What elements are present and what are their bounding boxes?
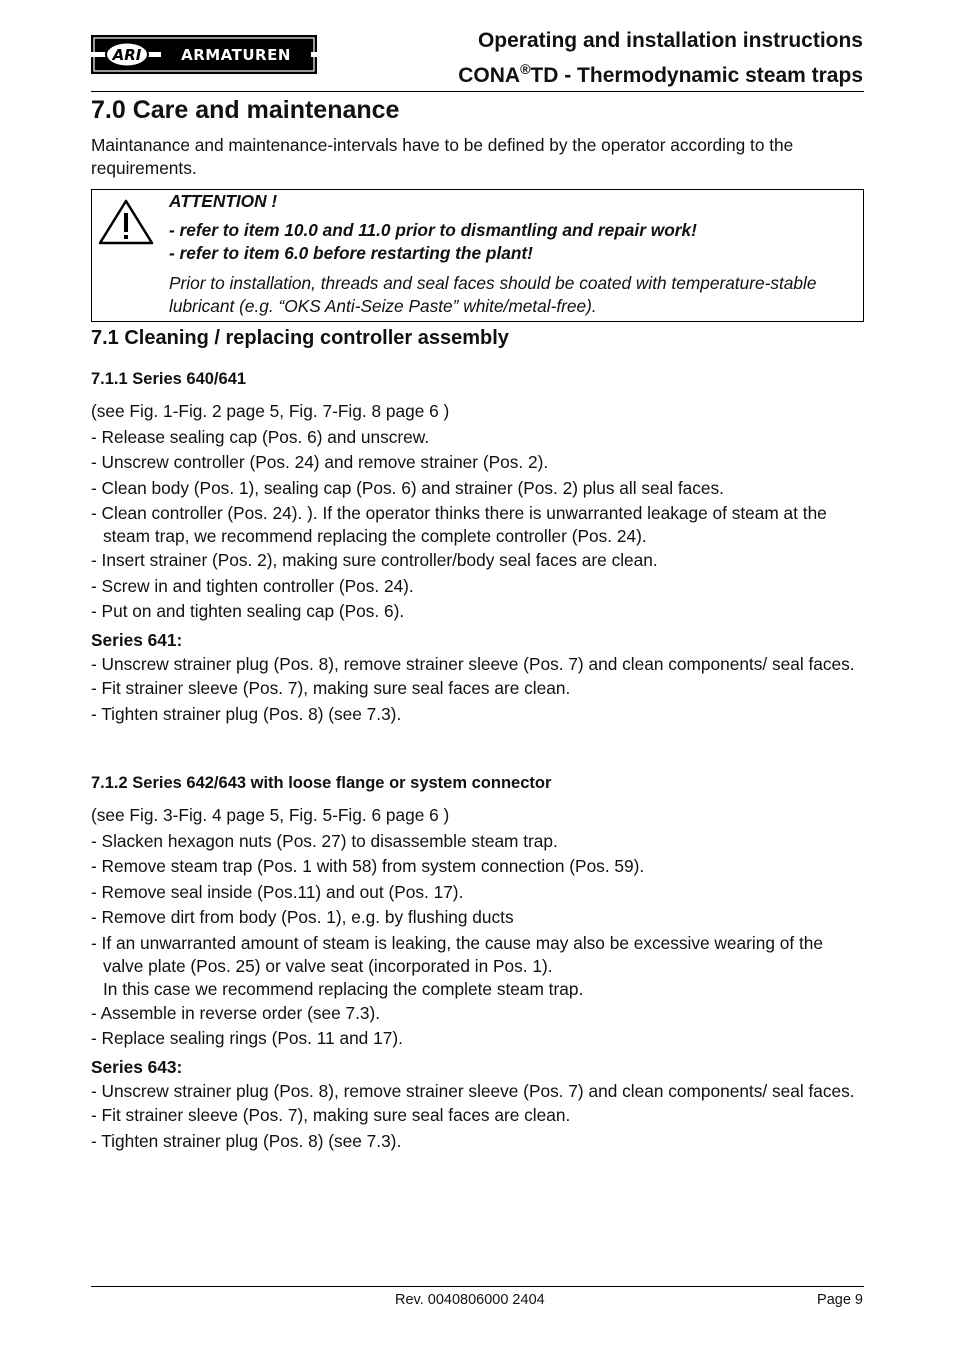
header-divider — [91, 91, 864, 92]
list-item: - Clean controller (Pos. 24). ). If the operator thinks there is unwarranted leakage of steam at the steam trap, we recommend replacing the complete controller (Pos. 24). — [91, 503, 827, 546]
list-item: - Release sealing cap (Pos. 6) and unscrew. — [91, 426, 430, 447]
attention-line-2: - refer to item 6.0 before restarting the plant! — [169, 243, 533, 263]
logo-brand-text: ARMATUREN — [181, 46, 291, 64]
series-642-643-steps — [91, 803, 866, 1154]
list-item: - Assemble in reverse order (see 7.3). — [91, 1002, 381, 1023]
header-title-line1: Operating and installation instructions — [477, 29, 863, 52]
series-643-subheading: Series 643: — [91, 1056, 183, 1077]
list-item: - Remove steam trap (Pos. 1 with 58) from system connection (Pos. 59). — [91, 856, 645, 876]
list-item: - Slacken hexagon nuts (Pos. 27) to disassemble steam trap. — [91, 830, 558, 851]
ari-armaturen-logo — [91, 35, 317, 74]
attention-line-1: - refer to item 10.0 and 11.0 prior to dismantling and repair work! — [169, 220, 697, 240]
section-intro-text: Maintanance and maintenance-intervals have to be defined by the operator according to the requirements. — [91, 135, 794, 178]
list-item: - Clean body (Pos. 1), sealing cap (Pos. 6) and strainer (Pos. 2) plus all seal faces. — [91, 477, 724, 498]
section-heading-7-1: 7.1 Cleaning / replacing controller assembly — [91, 327, 509, 349]
list-item: - Fit strainer sleeve (Pos. 7), making sure seal faces are clean. — [91, 678, 571, 698]
attention-box — [91, 189, 864, 322]
section-heading-7-1-2: 7.1.2 Series 642/643 with loose flange or system connector — [91, 774, 552, 792]
section-heading-7-0: 7.0 Care and maintenance — [91, 96, 400, 124]
list-item: - Replace sealing rings (Pos. 11 and 17). — [91, 1028, 403, 1048]
list-item: - Fit strainer sleeve (Pos. 7), making sure seal faces are clean. — [91, 1105, 571, 1125]
footer-divider — [91, 1286, 864, 1287]
figure-reference: (see Fig. 3-Fig. 4 page 5, Fig. 5-Fig. 6 page 6 ) — [91, 805, 450, 825]
figure-reference: (see Fig. 1-Fig. 2 page 5, Fig. 7-Fig. 8 page 6 ) — [91, 401, 450, 421]
list-item: - Remove seal inside (Pos.11) and out (Pos. 17). — [91, 881, 464, 902]
list-item: - Tighten strainer plug (Pos. 8) (see 7.3). — [91, 703, 402, 724]
list-item: - Tighten strainer plug (Pos. 8) (see 7.3). — [91, 1130, 402, 1151]
series-641-subheading: Series 641: — [91, 629, 183, 650]
list-item: - Remove dirt from body (Pos. 1), e.g. by flushing ducts — [91, 907, 514, 927]
series-640-641-steps — [91, 399, 866, 727]
list-item: - If an unwarranted amount of steam is leaking, the cause may also be excessive wearing of the valve plate (Pos. 25) or valve seat (incorporated in Pos. 1). — [91, 932, 823, 976]
document-header-title — [458, 26, 863, 90]
header-title-line2: CONA®TD - Thermodynamic steam traps — [458, 61, 863, 87]
list-item: - Unscrew controller (Pos. 24) and remove strainer (Pos. 2). — [91, 452, 549, 472]
list-item: - Unscrew strainer plug (Pos. 8), remove strainer sleeve (Pos. 7) and clean components/ seal faces. — [91, 1081, 855, 1101]
attention-note: Prior to installation, threads and seal faces should be coated with temperature-stable lubricant (e.g. “OKS Anti-Seize Paste” white/metal-free). — [169, 273, 817, 316]
footer-revision: Rev. 0040806000 2404 — [395, 1292, 545, 1308]
list-item: - Put on and tighten sealing cap (Pos. 6). — [91, 601, 405, 621]
footer-page-number: Page 9 — [817, 1292, 863, 1308]
attention-title: ATTENTION ! — [169, 191, 278, 211]
list-item: - Insert strainer (Pos. 2), making sure controller/body seal faces are clean. — [91, 550, 658, 570]
list-item-continuation: In this case we recommend replacing the complete steam trap. — [103, 978, 584, 999]
warning-triangle-icon — [97, 198, 155, 246]
section-heading-7-1-1: 7.1.1 Series 640/641 — [91, 370, 247, 388]
list-item: - Screw in and tighten controller (Pos. 24). — [91, 575, 414, 596]
list-item: - Unscrew strainer plug (Pos. 8), remove strainer sleeve (Pos. 7) and clean components/ seal faces. — [91, 654, 855, 674]
logo-mark-text: ARI — [112, 46, 142, 64]
